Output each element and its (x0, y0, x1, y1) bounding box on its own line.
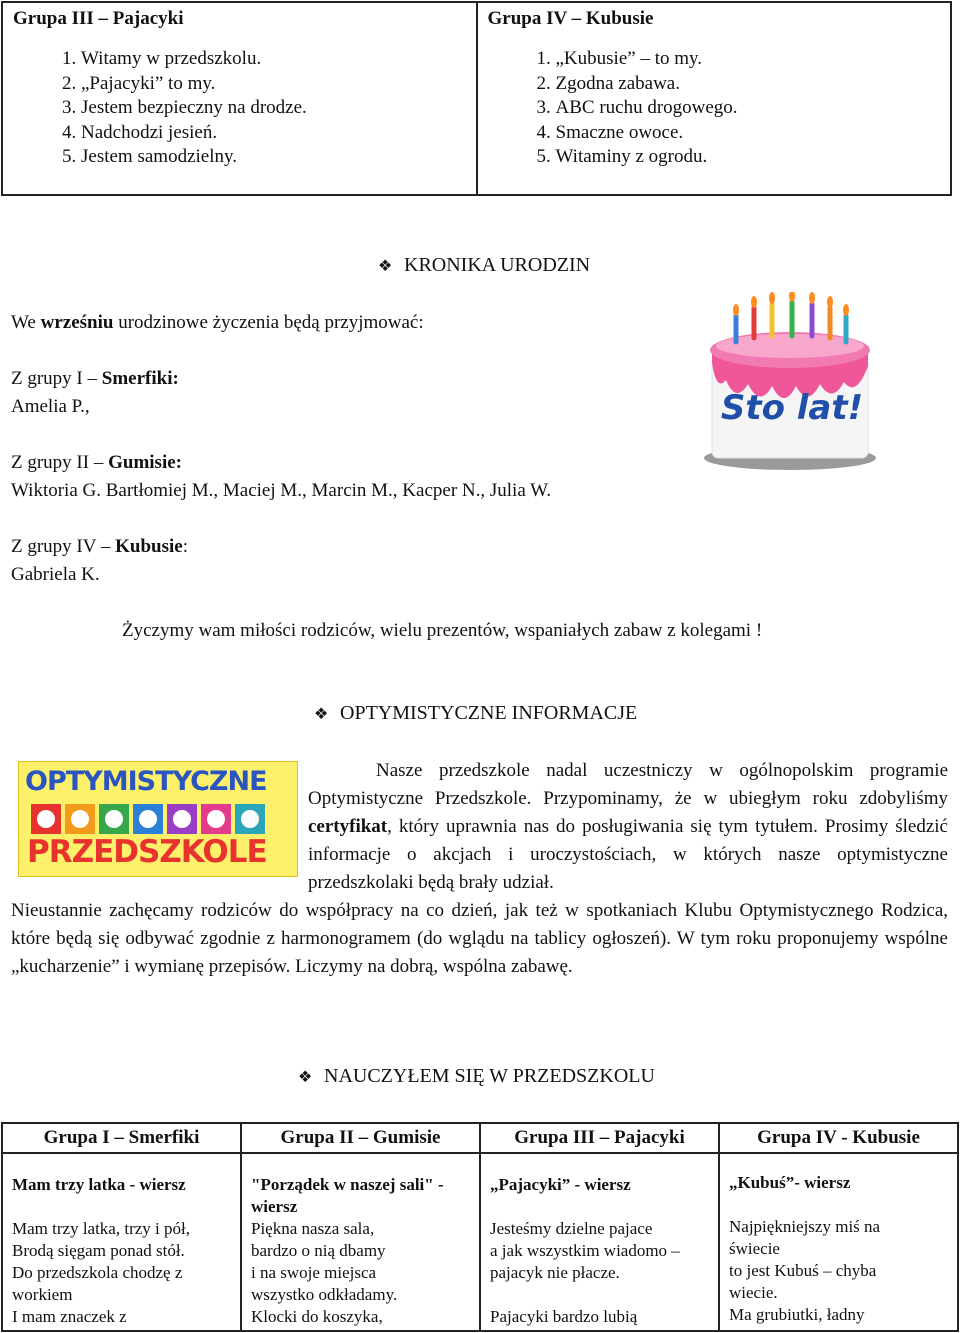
list-item: 4. Smaczne owoce. (556, 121, 941, 146)
paragraph-text: , który uprawnia nas do posługiwania się tym tytułem. Prosimy śledzić informacje o akcjach i uroczystościach, w których nasze optymistyczne przedszkolaki będą brały udział. (308, 816, 948, 893)
poem-line: Pajacyki bardzo lubią (490, 1307, 638, 1326)
group-name: Kubusie (115, 536, 183, 557)
group-iv-cell (476, 3, 951, 194)
column-header: Grupa I – Smerfiki (43, 1127, 200, 1148)
list-item: 3. ABC ruchu drogowego. (556, 96, 941, 121)
poem-line: pajacyk nie płacze. (490, 1263, 620, 1282)
poem-line: Najpiękniejszy miś na (729, 1217, 881, 1236)
poem-line: wszystko odkładamy. (251, 1285, 398, 1304)
birthday-intro (11, 309, 424, 337)
poem-line: Klocki do koszyka, (251, 1307, 383, 1326)
poem-line: wiecie. (729, 1283, 778, 1302)
birthday-kids-1: Amelia P., (11, 396, 90, 417)
birthday-group-2 (11, 449, 182, 477)
poem-cell (3, 1154, 240, 1332)
poem-line: Brodą sięgam ponad stół. (12, 1241, 185, 1260)
optimistic-preschool-logo (18, 761, 298, 877)
cake-greeting: Sto lat! (720, 388, 864, 428)
list-item: 5. Witaminy z ogrodu. (556, 145, 941, 170)
smiley-faces-icon (29, 802, 287, 836)
poem-line: to jest Kubuś – chyba (729, 1261, 877, 1280)
diamond-bullet-icon: ❖ (314, 706, 329, 723)
list-item: 5. Jestem samodzielny. (81, 145, 466, 170)
group-colon: : (182, 536, 189, 557)
birthday-cake-icon (696, 292, 882, 474)
top-schedule-table (1, 1, 952, 196)
intro-prefix: We (11, 312, 41, 333)
poem-line: a jak wszystkim wiadomo – (490, 1241, 680, 1260)
optimism-heading (314, 702, 637, 725)
paragraph-text: Nasze przedszkole nadal uczestniczy w ogólnopolskim programie Optymistyczne Przedszkole. Przypominamy, że w ubiegłym roku zdobyliśmy (308, 760, 948, 809)
intro-suffix: urodzinowe życzenia będą przyjmować: (113, 312, 424, 333)
poem-line: Do przedszkola chodzę z (12, 1263, 183, 1282)
birthday-wish: Życzymy wam miłości rodziców, wielu prezentów, wspaniałych zabaw z kolegami ! (122, 620, 763, 641)
group-title: Grupa IV – Kubusie (487, 8, 654, 29)
poem-cell (240, 1154, 479, 1332)
certificate-word: certyfikat (308, 816, 388, 837)
birthday-group-1 (11, 365, 179, 393)
list-item: 4. Nadchodzi jesień. (81, 121, 466, 146)
poem-line: I mam znaczek z (12, 1307, 127, 1326)
group-prefix: Z grupy II – (11, 452, 109, 473)
group-prefix: Z grupy I – (11, 368, 102, 389)
column-header: Grupa II – Gumisie (240, 1124, 479, 1152)
heading-text: KRONIKA URODZIN (404, 254, 591, 276)
poem-title: "Porządek w naszej sali" - wiersz (251, 1175, 444, 1216)
poem-cell (479, 1154, 718, 1332)
poem-line: świecie (729, 1239, 780, 1258)
list-item: 1. „Kubusie” – to my. (556, 47, 941, 72)
learned-heading (298, 1065, 655, 1088)
birthday-kids-2: Wiktoria G. Bartłomiej M., Maciej M., Marcin M., Kacper N., Julia W. (11, 480, 552, 501)
group-prefix: Z grupy IV – (11, 536, 116, 557)
birthday-kids-3: Gabriela K. (11, 564, 100, 585)
poem-line: Ma grubiutki, ładny (729, 1305, 865, 1324)
topic-list (488, 47, 941, 170)
poem-line: Jesteśmy dzielne pajace (490, 1219, 653, 1238)
logo-line-2: PRZEDSZKOLE (27, 834, 267, 870)
intro-month: wrześniu (40, 312, 114, 333)
table-row (3, 1154, 957, 1332)
poem-line: Piękna nasza sala, (251, 1219, 375, 1238)
poem-line: bardzo o nią dbamy (251, 1241, 386, 1260)
poem-title: Mam trzy latka - wiersz (12, 1175, 186, 1194)
logo-line-1: OPTYMISTYCZNE (25, 766, 267, 797)
group-name: Gumisie: (108, 452, 182, 473)
optimism-paragraph-1 (308, 757, 948, 897)
birthday-heading (378, 254, 590, 277)
diamond-bullet-icon: ❖ (298, 1069, 313, 1086)
group-iii-cell (3, 3, 476, 194)
poem-cell (718, 1154, 957, 1332)
birthday-group-3 (11, 533, 188, 561)
topic-list (13, 47, 466, 170)
poem-title: „Kubuś”- wiersz (729, 1173, 851, 1192)
list-item: 3. Jestem bezpieczny na drodze. (81, 96, 466, 121)
poem-line: workiem (12, 1285, 73, 1304)
group-name: Smerfiki: (101, 368, 179, 389)
poem-line: i na swoje miejsca (251, 1263, 377, 1282)
heading-text: NAUCZYŁEM SIĘ W PRZEDSZKOLU (324, 1065, 655, 1087)
list-item: 2. „Pajacyki” to my. (81, 72, 466, 97)
column-header: Grupa IV - Kubusie (718, 1124, 957, 1152)
optimism-paragraph-2: Nieustannie zachęcamy rodziców do współpracy na co dzień, jak też w spotkaniach Klubu Optymistycznego Rodzica, które będą się odbywać zgodnie z harmonogramem (do wglądu na tablicy ogłoszeń). W tym roku proponujemy wspólne „kucharzenie” i wymianę przepisów. Liczymy na dobrą, wspólna zabawę. (11, 900, 948, 977)
poem-line: Mam trzy latka, trzy i pół, (12, 1219, 190, 1238)
column-header: Grupa III – Pajacyki (479, 1124, 718, 1152)
poem-title: „Pajacyki” - wiersz (490, 1175, 631, 1194)
group-title: Grupa III – Pajacyki (13, 8, 184, 29)
heading-text: OPTYMISTYCZNE INFORMACJE (340, 702, 638, 724)
poems-table (1, 1122, 959, 1332)
list-item: 2. Zgodna zabawa. (556, 72, 941, 97)
diamond-bullet-icon: ❖ (378, 258, 393, 275)
table-header-row (3, 1124, 957, 1154)
stanza-gap (490, 1284, 709, 1306)
list-item: 1. Witamy w przedszkolu. (81, 47, 466, 72)
